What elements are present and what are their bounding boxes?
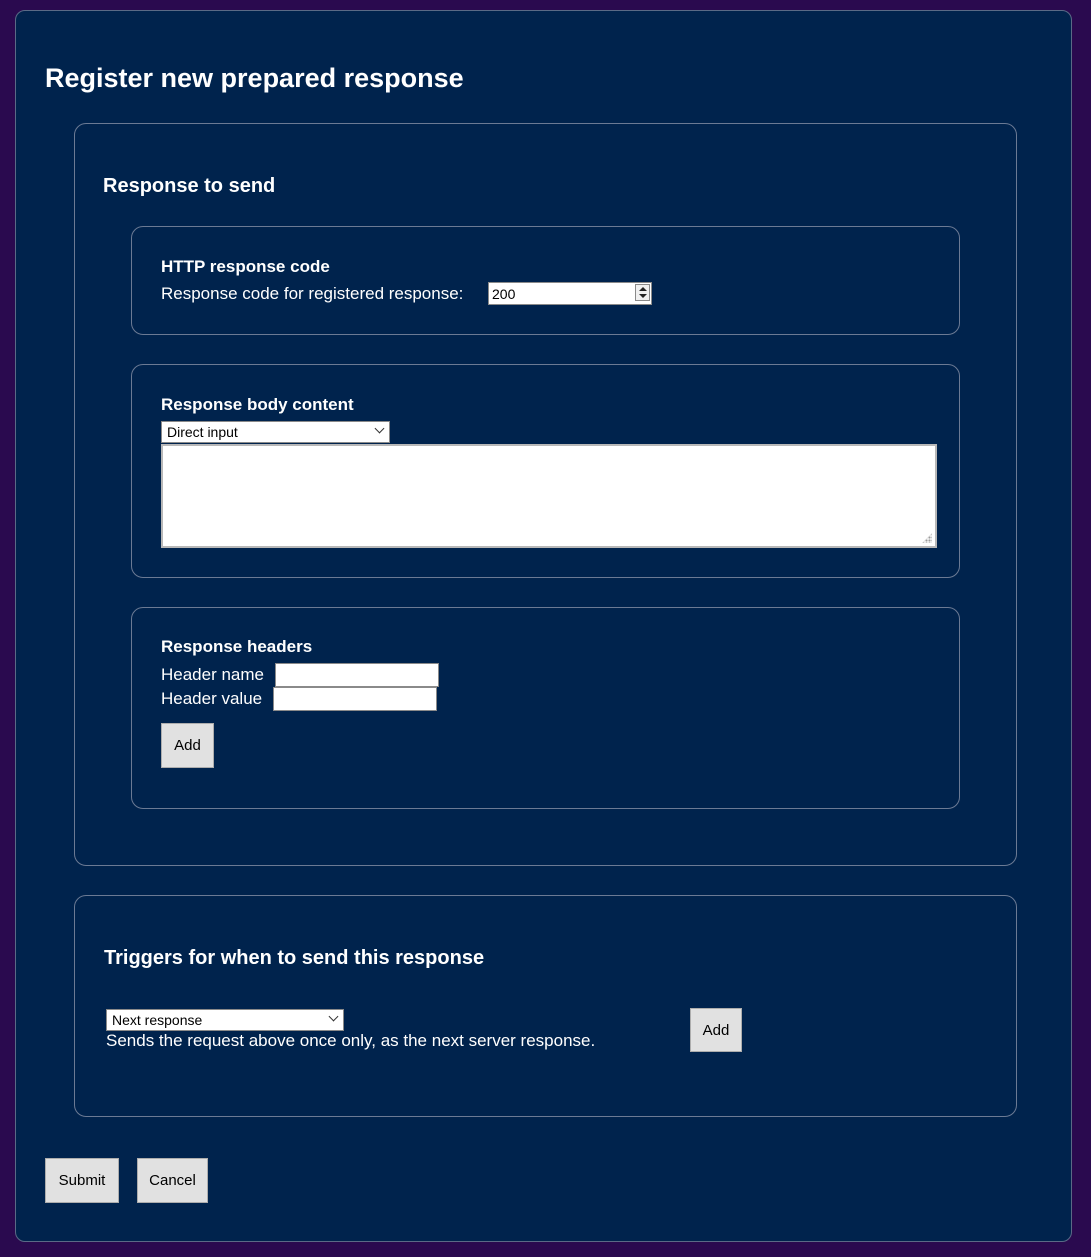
triggers-section-title: Triggers for when to send this response (104, 947, 485, 969)
body-content-box (131, 364, 960, 578)
resize-grip-icon[interactable] (922, 533, 932, 543)
trigger-type-selected: Next response (112, 1012, 203, 1028)
response-section (74, 123, 1017, 866)
chevron-down-icon (329, 1012, 339, 1022)
cancel-button[interactable]: Cancel (137, 1158, 208, 1203)
http-code-label: Response code for registered response: (161, 284, 464, 303)
body-source-selected: Direct input (167, 424, 238, 440)
page-title: Register new prepared response (45, 63, 464, 93)
header-name-input[interactable] (275, 663, 439, 687)
http-code-input[interactable] (488, 282, 652, 305)
response-section-title: Response to send (103, 175, 276, 197)
header-value-input[interactable] (273, 687, 437, 711)
add-trigger-button[interactable]: Add (690, 1008, 742, 1052)
triggers-section (74, 895, 1017, 1117)
stepper-up-icon[interactable] (639, 287, 647, 291)
stepper-down-icon[interactable] (639, 294, 647, 298)
http-code-stepper[interactable] (635, 284, 650, 301)
body-content-title: Response body content (161, 395, 354, 414)
headers-title: Response headers (161, 637, 313, 656)
body-source-select[interactable] (161, 421, 390, 443)
http-code-box (131, 226, 960, 335)
header-value-label: Header value (161, 689, 263, 708)
http-code-input-wrapper (488, 282, 652, 305)
main-panel (15, 10, 1072, 1242)
body-content-textarea[interactable] (161, 444, 937, 548)
http-code-title: HTTP response code (161, 257, 330, 276)
trigger-description: Sends the request above once only, as the next server response. (106, 1031, 596, 1050)
header-name-label: Header name (161, 665, 265, 684)
chevron-down-icon (375, 424, 385, 434)
add-header-button[interactable]: Add (161, 723, 214, 768)
submit-button[interactable]: Submit (45, 1158, 119, 1203)
headers-box (131, 607, 960, 809)
trigger-type-select[interactable] (106, 1009, 344, 1031)
